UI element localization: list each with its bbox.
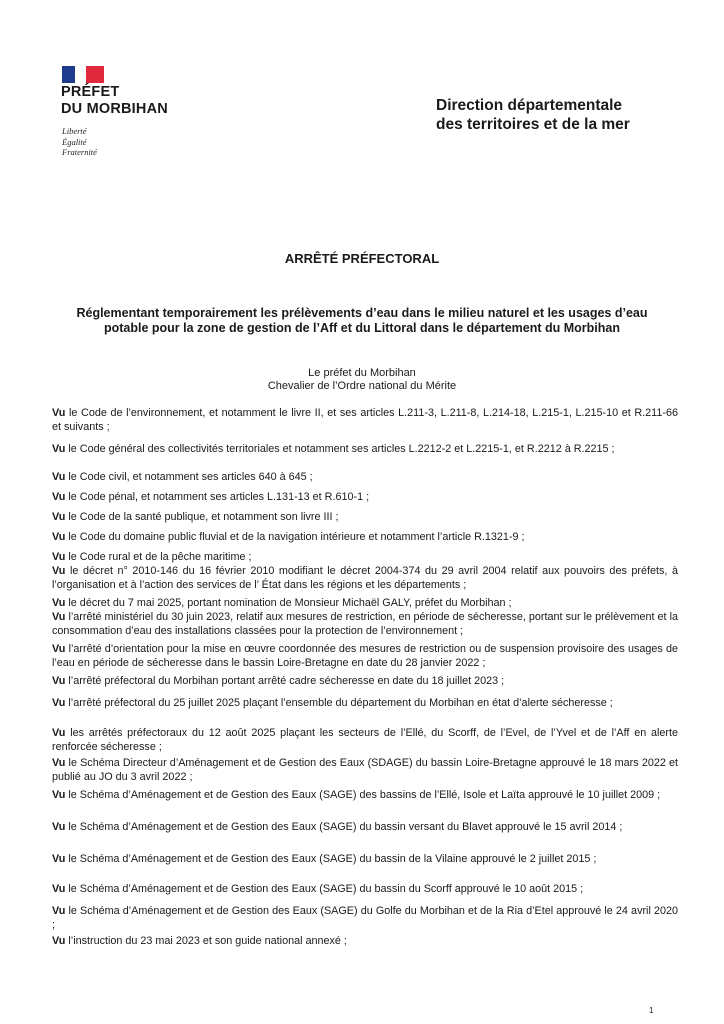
visa-item <box>52 696 678 710</box>
visa-text: le décret n° 2010-146 du 16 février 2010 modifiant le décret 2004-374 du 29 avril 2004 relatif aux pouvoirs des préfets, à l’organisation et à l’action des services de l’ État dans les régions et les départements ; <box>52 565 678 591</box>
visa-item <box>52 490 678 504</box>
visa-text: le Schéma d’Aménagement et de Gestion des Eaux (SAGE) du bassin versant du Blavet approuvé le 15 avril 2014 ; <box>65 821 623 833</box>
visa-text: le Code de la santé publique, et notamment son livre III ; <box>65 511 339 523</box>
visa-keyword: Vu <box>52 883 66 895</box>
document-title: ARRÊTÉ PRÉFECTORAL <box>284 251 440 266</box>
visa-item <box>52 530 678 544</box>
visa-item <box>52 510 678 524</box>
visa-text: les arrêtés préfectoraux du 12 août 2025 plaçant les secteurs de l’Ellé, du Scorff, de l’Evel, de l’Yvel et de l’Aff en alerte renforcée sécheresse ; <box>52 727 678 753</box>
visa-keyword: Vu <box>52 757 66 769</box>
republic-motto <box>62 126 97 158</box>
visa-text: le Code du domaine public fluvial et de la navigation intérieure et notamment l’article R.1321-9 ; <box>65 531 525 543</box>
prefect-distinction: Chevalier de l’Ordre national du Mérite <box>267 380 457 392</box>
visa-keyword: Vu <box>52 491 66 503</box>
visa-text: le Code civil, et notamment ses articles 640 à 645 ; <box>65 471 313 483</box>
visa-text: l’arrêté ministériel du 30 juin 2023, relatif aux mesures de restriction, en période de sécheresse, portant sur le prélèvement et la consommation d’eau des installations classées pour la protection de l’environnement ; <box>52 611 678 637</box>
document-subject: Réglementant temporairement les prélèvements d’eau dans le milieu naturel et les usages d’eau potable pour la zone de gestion de l’Aff et du Littoral dans le département du Morbihan <box>76 306 648 335</box>
direction-line-1: Direction départementale <box>436 97 623 114</box>
visa-item <box>52 852 678 866</box>
page-number: 1 <box>649 1006 654 1015</box>
visa-item <box>52 406 678 434</box>
visa-text: le Code général des collectivités territoriales et notamment ses articles L.2212-2 et L.2215-1, et R.2212 à R.2215 ; <box>65 443 615 455</box>
visa-keyword: Vu <box>52 727 66 739</box>
visa-keyword: Vu <box>52 407 66 419</box>
prefecture-logo-text <box>61 84 168 118</box>
visa-keyword: Vu <box>52 905 66 917</box>
visa-text: le Schéma d’Aménagement et de Gestion des Eaux (SAGE) des bassins de l’Ellé, Isole et Laïta approuvé le 10 juillet 2009 ; <box>65 789 661 801</box>
visa-keyword: Vu <box>52 821 66 833</box>
visa-item <box>52 564 678 592</box>
visa-item <box>52 882 678 896</box>
logo-line-morbihan: DU MORBIHAN <box>61 101 168 117</box>
visa-keyword: Vu <box>52 471 66 483</box>
visa-text: l’arrêté d’orientation pour la mise en œuvre coordonnée des mesures de restriction ou de suspension provisoire des usages de l’eau en période de sécheresse dans le bassin Loire-Bretagne en date du 28 janvier 2022 ; <box>52 643 678 669</box>
visa-item <box>52 820 678 834</box>
visa-text: le Schéma d’Aménagement et de Gestion des Eaux (SAGE) du bassin du Scorff approuvé le 10 août 2015 ; <box>65 883 584 895</box>
visa-keyword: Vu <box>52 531 66 543</box>
visa-keyword: Vu <box>52 511 66 523</box>
visa-keyword: Vu <box>52 935 66 947</box>
motto-egalite: Égalité <box>62 136 87 147</box>
visa-keyword: Vu <box>52 565 66 577</box>
direction-header <box>436 96 630 134</box>
motto-fraternite: Fraternité <box>62 147 97 157</box>
visa-text: le Schéma Directeur d’Aménagement et de Gestion des Eaux (SDAGE) du bassin Loire-Bretagne approuvé le 18 mars 2022 et publié au JO du 3 avril 2022 ; <box>52 757 678 783</box>
direction-line-2: des territoires et de la mer <box>436 116 630 133</box>
visa-item <box>52 904 678 932</box>
visa-text: le Code de l’environnement, et notamment le livre II, et ses articles L.211-3, L.211-8, L.214-18, L.215-1, L.215-10 et R.211-66 et suivants ; <box>52 407 678 433</box>
visa-keyword: Vu <box>52 597 66 609</box>
visa-keyword: Vu <box>52 789 66 801</box>
logo-line-prefet: PRÉFET <box>61 84 120 100</box>
visa-text: le Schéma d’Aménagement et de Gestion des Eaux (SAGE) du bassin de la Vilaine approuvé le 2 juillet 2015 ; <box>65 853 597 865</box>
visa-item <box>52 610 678 638</box>
visa-keyword: Vu <box>52 853 66 865</box>
visa-item <box>52 470 678 484</box>
visa-item <box>52 442 678 456</box>
visa-item <box>52 788 678 802</box>
visa-item <box>52 674 678 688</box>
visa-text: l’arrêté préfectoral du 25 juillet 2025 plaçant l’ensemble du département du Morbihan en état d’alerte sécheresse ; <box>65 697 613 709</box>
visa-text: le décret du 7 mai 2025, portant nomination de Monsieur Michaël GALY, préfet du Morbihan ; <box>65 597 512 609</box>
visa-keyword: Vu <box>52 643 66 655</box>
visa-item <box>52 726 678 754</box>
visa-item <box>52 642 678 670</box>
visa-item <box>52 550 678 564</box>
visa-item <box>52 934 678 948</box>
visa-text: le Code rural et de la pêche maritime ; <box>65 551 252 563</box>
prefect-name: Le préfet du Morbihan <box>308 367 416 379</box>
visa-text: le Schéma d’Aménagement et de Gestion des Eaux (SAGE) du Golfe du Morbihan et de la Ria d’Etel approuvé le 24 avril 2020 ; <box>52 905 678 931</box>
motto-liberte: Liberté <box>62 126 87 136</box>
visa-text: le Code pénal, et notamment ses articles L.131-13 et R.610-1 ; <box>65 491 370 503</box>
visa-keyword: Vu <box>52 443 66 455</box>
visa-text: l’instruction du 23 mai 2023 et son guide national annexé ; <box>65 935 347 947</box>
visa-text: l’arrêté préfectoral du Morbihan portant arrêté cadre sécheresse en date du 18 juillet 2023 ; <box>65 675 505 687</box>
visa-keyword: Vu <box>52 675 66 687</box>
visa-keyword: Vu <box>52 551 66 563</box>
visa-item <box>52 596 678 610</box>
visa-keyword: Vu <box>52 697 66 709</box>
prefect-signature-block <box>0 367 724 393</box>
marianne-flag-logo <box>62 66 104 83</box>
visa-item <box>52 756 678 784</box>
visa-keyword: Vu <box>52 611 66 623</box>
